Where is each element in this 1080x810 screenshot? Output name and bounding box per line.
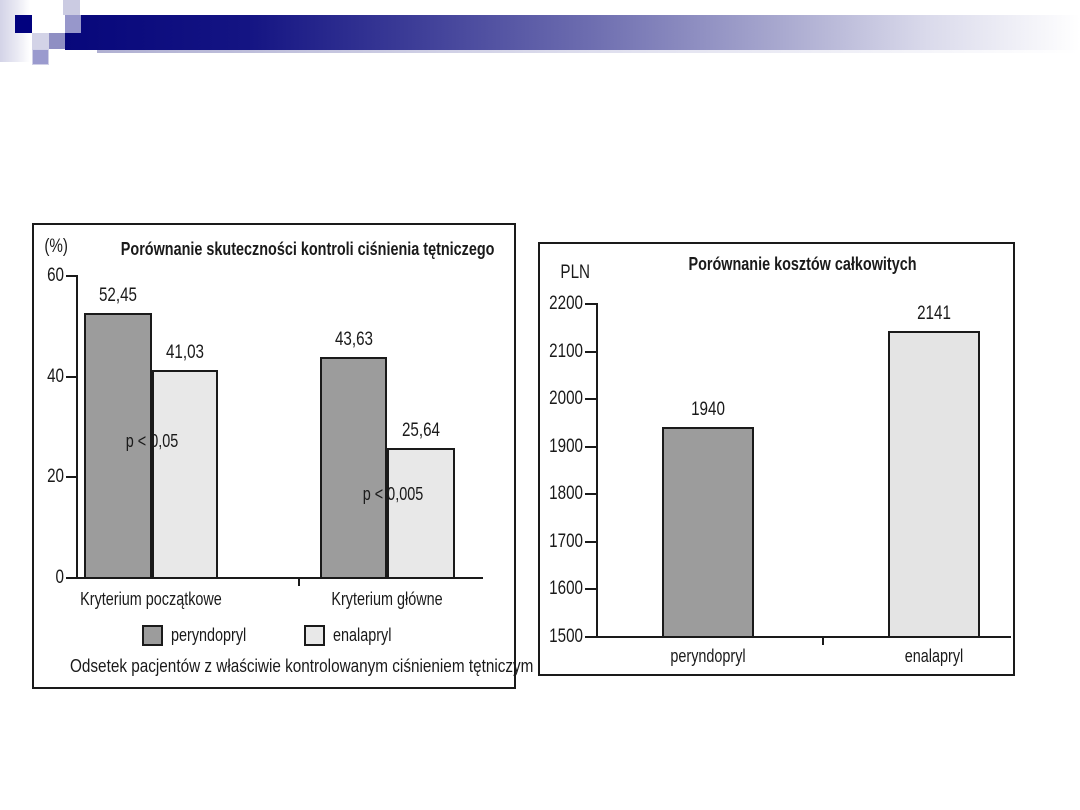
chart-title: Porównanie kosztów całkowitych bbox=[688, 254, 917, 274]
legend-label-enalapryl: enalapryl bbox=[332, 624, 391, 645]
y-tick-label: 20 bbox=[47, 466, 64, 488]
bar-value-label: 43,63 bbox=[334, 329, 373, 351]
bar bbox=[320, 357, 387, 579]
deco-title-bar bbox=[65, 15, 1080, 50]
y-tick-label: 1900 bbox=[549, 435, 583, 457]
y-axis-unit-label: (%) bbox=[44, 236, 68, 257]
category-label: peryndopryl bbox=[670, 646, 746, 666]
bar-value-label: 1940 bbox=[691, 398, 725, 420]
y-tick-mark bbox=[66, 577, 76, 579]
legend-swatch-enalapryl bbox=[304, 625, 325, 646]
y-tick-mark bbox=[585, 398, 596, 400]
y-tick-label: 2100 bbox=[549, 340, 583, 362]
legend-item-enalapryl bbox=[304, 625, 406, 646]
bar-value-label: 25,64 bbox=[401, 419, 441, 441]
chart-footnote: Odsetek pacjentów z właściwie kontrolowanym ciśnieniem tętniczym bbox=[70, 656, 534, 676]
chart-blood-pressure-control bbox=[32, 223, 534, 689]
y-tick-mark bbox=[66, 376, 76, 378]
y-tick-mark bbox=[66, 275, 76, 277]
deco-square-light-mid bbox=[32, 33, 49, 49]
p-value-label: p < 0,005 bbox=[362, 484, 424, 504]
y-tick-label: 60 bbox=[47, 265, 64, 286]
category-label: Kryterium główne bbox=[331, 589, 443, 609]
deco-square-navy bbox=[15, 15, 32, 33]
legend-item-peryndopryl bbox=[142, 625, 265, 646]
y-axis-unit-label: PLN bbox=[560, 262, 590, 283]
y-tick-label: 1800 bbox=[549, 483, 583, 505]
y-tick-mark bbox=[585, 588, 596, 590]
deco-square-medium-top bbox=[65, 15, 81, 33]
y-tick-mark bbox=[585, 351, 596, 353]
deco-square-medium-low bbox=[32, 49, 49, 65]
x-axis-center-tick bbox=[298, 577, 300, 586]
bar-value-label: 2141 bbox=[917, 303, 951, 325]
bar bbox=[888, 331, 980, 638]
bar bbox=[662, 427, 754, 638]
legend-swatch-peryndopryl bbox=[142, 625, 163, 646]
deco-square-light-top bbox=[63, 0, 80, 15]
y-tick-mark bbox=[585, 636, 596, 638]
bar bbox=[152, 370, 218, 579]
bar bbox=[387, 448, 455, 579]
y-tick-mark bbox=[585, 541, 596, 543]
y-tick-mark bbox=[585, 446, 596, 448]
bar-value-label: 52,45 bbox=[98, 285, 138, 306]
p-value-label: p < 0,05 bbox=[125, 431, 179, 451]
y-tick-label: 1600 bbox=[549, 578, 583, 600]
category-label: enalapryl bbox=[904, 646, 964, 666]
y-tick-label: 1500 bbox=[549, 626, 583, 647]
legend-label-peryndopryl: peryndopryl bbox=[171, 624, 247, 645]
y-tick-mark bbox=[66, 476, 76, 478]
y-tick-label: 0 bbox=[55, 567, 64, 588]
y-tick-label: 2200 bbox=[549, 293, 583, 314]
y-tick-label: 1700 bbox=[549, 530, 583, 552]
chart-legend bbox=[34, 623, 514, 647]
category-label: Kryterium początkowe bbox=[80, 589, 222, 609]
y-axis-line bbox=[596, 303, 598, 638]
chart-title: Porównanie skuteczności kontroli ciśnienia tętniczego bbox=[120, 239, 495, 259]
deco-square-medium-mid bbox=[49, 33, 65, 49]
y-axis-line bbox=[76, 275, 78, 579]
y-tick-mark bbox=[585, 493, 596, 495]
y-tick-label: 2000 bbox=[549, 388, 583, 410]
x-axis-center-tick bbox=[822, 636, 824, 645]
deco-title-bar-underline bbox=[97, 50, 1080, 53]
chart-total-costs bbox=[538, 242, 1015, 676]
y-tick-label: 40 bbox=[47, 365, 64, 387]
y-tick-mark bbox=[585, 303, 596, 305]
bar-value-label: 41,03 bbox=[165, 342, 205, 364]
